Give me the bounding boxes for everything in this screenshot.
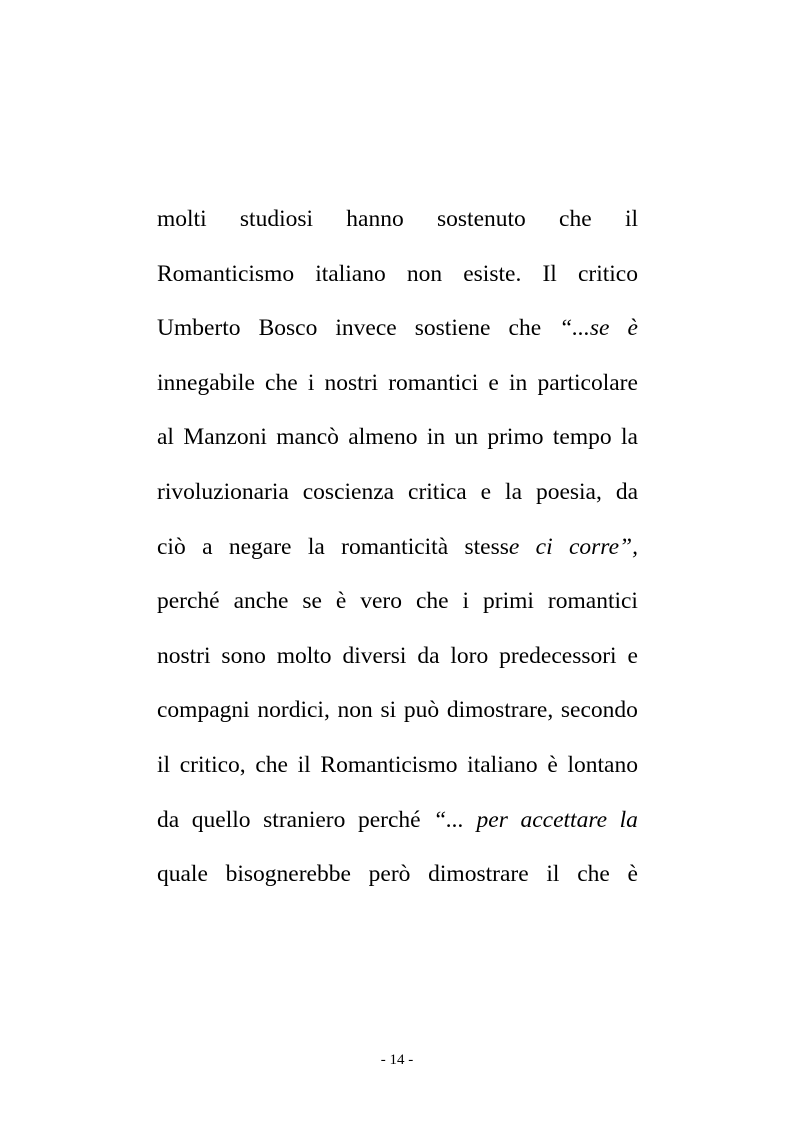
word: e (480, 478, 492, 505)
word: non (337, 697, 373, 724)
word: in (509, 369, 528, 396)
word: si (380, 697, 397, 724)
word: molto (276, 642, 332, 669)
word: e (488, 369, 499, 396)
word: sostenuto (437, 206, 526, 232)
word: e (508, 533, 520, 560)
word: da (615, 478, 638, 505)
word: compagni (157, 697, 250, 724)
word: secondo (560, 697, 638, 724)
word: però (368, 861, 411, 888)
word: nostri (324, 369, 379, 396)
word: ci (535, 533, 553, 560)
word: perché (157, 588, 220, 615)
text-line (157, 687, 638, 742)
word: è (335, 588, 347, 615)
word: studiosi (239, 206, 314, 232)
word: nostri (157, 642, 211, 669)
word: la (619, 806, 638, 833)
word: molti (157, 206, 207, 232)
word: in (426, 424, 446, 451)
word: hanno (346, 206, 404, 232)
word: straniero (263, 806, 346, 833)
word: poesia, (535, 478, 602, 505)
word: accettare (520, 806, 608, 833)
word: che (265, 369, 298, 396)
word: Bosco (258, 315, 318, 342)
word: romantici (547, 588, 638, 615)
word: almeno (348, 424, 418, 451)
word: sostiene (414, 315, 491, 342)
word: loro (450, 642, 489, 669)
text-line (157, 251, 638, 306)
word: che (559, 206, 592, 232)
word: esiste. (463, 260, 522, 287)
word: che (255, 751, 288, 778)
word: è (627, 861, 638, 888)
word: da (417, 642, 440, 669)
text-line (157, 414, 638, 469)
text-line (157, 851, 638, 906)
word: al (157, 424, 174, 451)
word: dimostrare (428, 861, 529, 888)
word: non (406, 260, 443, 287)
word: corre”, (568, 533, 638, 560)
word: Umberto (157, 315, 241, 342)
word: Romanticismo (157, 260, 295, 287)
word: a (202, 533, 213, 560)
word: il (624, 206, 638, 232)
word: la (307, 533, 325, 560)
word: rivoluzionaria (157, 478, 289, 505)
word: se (302, 588, 322, 615)
word: critica (408, 478, 467, 505)
word: può (403, 697, 440, 724)
text-line (157, 196, 638, 251)
word: sono (221, 642, 266, 669)
text-line (157, 524, 638, 579)
word: quello (191, 806, 251, 833)
text-line (157, 742, 638, 797)
word: Romanticismo (320, 751, 458, 778)
word: e (627, 642, 638, 669)
word: vero (360, 588, 403, 615)
word: la (505, 478, 523, 505)
word: critico, (179, 751, 246, 778)
word: quale (157, 861, 208, 888)
word: stess (464, 533, 509, 560)
word: i (462, 588, 470, 615)
word: il (546, 861, 560, 888)
text-line (157, 469, 638, 524)
word: predecessori (499, 642, 617, 669)
text-line (157, 305, 638, 360)
word: i (307, 369, 315, 396)
word: invece (335, 315, 397, 342)
text-line (157, 360, 638, 415)
word: dimostrare, (446, 697, 554, 724)
word: nordici, (257, 697, 330, 724)
word: negare (228, 533, 292, 560)
word: particolare (537, 369, 638, 396)
word: anche (233, 588, 289, 615)
word: è (627, 315, 638, 342)
word: “...se (559, 315, 610, 342)
word: che (508, 315, 542, 342)
word: romanticità (341, 533, 449, 560)
word: che (415, 588, 449, 615)
word: la (621, 424, 638, 451)
word: Manzoni (183, 424, 267, 451)
word: “... (433, 806, 464, 833)
word: romantici (388, 369, 479, 396)
word: mancò (276, 424, 339, 451)
word: primi (483, 588, 534, 615)
word: innegabile (157, 369, 255, 396)
word: lontano (567, 751, 638, 778)
body-text (157, 196, 638, 906)
word: italiano (315, 260, 386, 287)
word: è (547, 751, 558, 778)
word: Il (542, 260, 557, 287)
word: diversi (342, 642, 407, 669)
word: italiano (467, 751, 538, 778)
word: ciò (157, 533, 186, 560)
word: coscienza (302, 478, 395, 505)
word: perché (357, 806, 421, 833)
word: che (577, 861, 610, 888)
word: il (157, 751, 171, 778)
word: primo (487, 424, 544, 451)
word: critico (577, 260, 638, 287)
word: per (476, 806, 508, 833)
text-line (157, 797, 638, 852)
word: il (297, 751, 311, 778)
word-group (464, 524, 519, 570)
word: tempo (552, 424, 612, 451)
text-line (157, 578, 638, 633)
page-number: - 14 - (380, 1052, 414, 1068)
word: da (157, 806, 180, 833)
word: un (454, 424, 478, 451)
text-line (157, 633, 638, 688)
word: bisognerebbe (225, 861, 351, 888)
